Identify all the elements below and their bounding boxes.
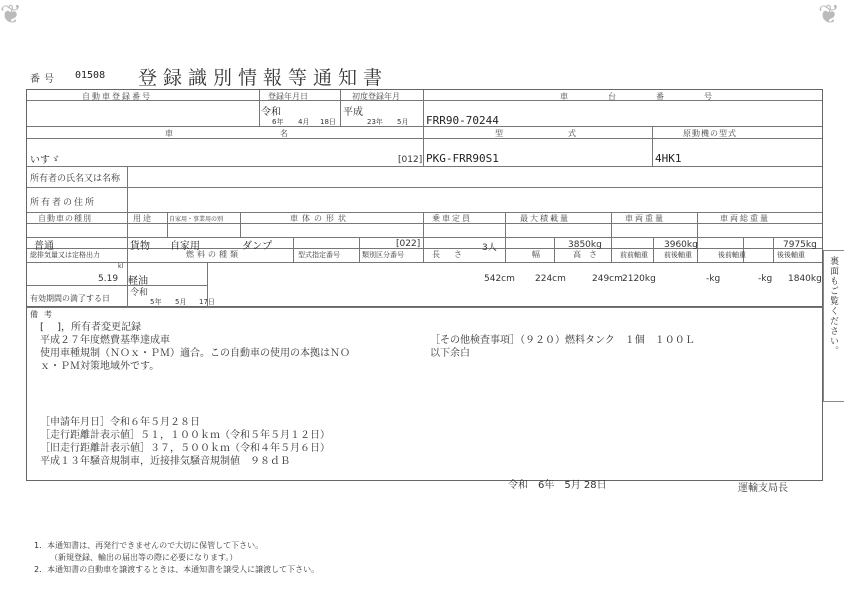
remark-right-1: ［その他検査事項］（９２０）燃料タンク １個 １００Ｌ	[430, 335, 695, 346]
remark-left-3: 使用車種規制（ＮＯｘ・ＰＭ）適合。この自動車の使用の本拠はＮＯ	[40, 348, 350, 359]
vehicle-body-code: [022]	[396, 239, 421, 249]
page-title: 登録識別情報等通知書	[138, 67, 389, 89]
label-use: 用途	[133, 214, 153, 223]
axle-rr: 1840kg	[788, 274, 822, 284]
expiry-year: 5年	[150, 298, 162, 306]
label-width: 幅	[532, 250, 542, 259]
first-reg-year: 23年	[367, 118, 383, 126]
label-owner-name: 所有者の氏名又は名称	[30, 174, 121, 184]
vehicle-capacity: 3人	[482, 243, 497, 253]
model-code: PKG-FRR90S1	[426, 152, 499, 165]
label-model: 型	[495, 129, 505, 138]
remark-bottom-2: ［走行距離計表示値］５１，１００ｋｍ（令和５年５月１２日）	[40, 430, 330, 441]
reg-day: 18日	[320, 118, 336, 126]
reg-year: 6年	[272, 118, 284, 126]
axle-ff: 2120kg	[622, 274, 656, 284]
reg-era: 令和	[261, 107, 281, 118]
remark-bottom-3: ［旧走行距離計表示値］３７，５００ｋｍ（令和４年５月６日）	[40, 443, 330, 454]
label-expiry: 有効期間の満了する日	[30, 294, 110, 303]
vehicle-body: ダンプ	[242, 241, 273, 252]
label-fr-axle: 前後軸重	[664, 251, 692, 259]
corner-ornament-top-left: ❦	[0, 0, 22, 30]
vehicle-height: 249cm	[592, 274, 623, 284]
reg-month: 4月	[298, 118, 310, 126]
remark-left-2: 平成２７年度燃費基準達成車	[40, 335, 170, 346]
label-ff-axle: 前前軸重	[620, 251, 648, 259]
engine-type: 4HK1	[655, 152, 682, 165]
footer-note-1: 1．本通知書は、再発行できませんので大切に保管して下さい。	[34, 541, 264, 550]
vehicle-width: 224cm	[535, 274, 566, 284]
label-vehicle-name2: 名	[280, 129, 290, 138]
fuel-type: 軽油	[128, 276, 148, 287]
label-first-reg: 初度登録年月	[352, 92, 400, 101]
label-weight: 車両重量	[625, 214, 665, 223]
label-gross: 車両総重量	[720, 214, 770, 223]
axle-rf: -kg	[758, 274, 773, 284]
axle-fr: -kg	[706, 274, 721, 284]
vehicle-use: 貨物	[130, 241, 150, 252]
label-rf-axle: 後前軸重	[718, 251, 746, 259]
doc-number: 01508	[75, 70, 106, 81]
doc-number-label: 番号	[30, 74, 58, 85]
label-vehicle-name: 車	[165, 129, 175, 138]
label-capacity: 乗車定員	[432, 214, 472, 223]
label-reg-date: 登録年月日	[268, 92, 308, 101]
displacement-value: 5.19	[98, 274, 119, 284]
label-fuel: 燃料の種類	[186, 250, 241, 259]
chassis-number: FRR90-70244	[426, 114, 499, 127]
label-max-load: 最大積載量	[520, 214, 570, 223]
vehicle-type: 普通	[34, 241, 54, 252]
expiry-era: 令和	[130, 288, 149, 298]
vehicle-max-load: 3850kg	[568, 240, 602, 250]
label-type-no: 型式指定番号	[298, 251, 340, 259]
footer-note-2: （新規登録、輸出の届出等の際に必要になります。）	[50, 553, 238, 562]
model-code-prefix: [012]	[398, 155, 423, 165]
label-private: 自家用・事業用の別	[169, 216, 224, 223]
label-reg-number: 自動車登録番号	[82, 92, 152, 101]
label-displacement: 総排気量又は定格出力	[30, 251, 100, 259]
first-reg-era: 平成	[343, 107, 363, 118]
footer-note-3: 2．本通知書の自動車を譲渡するときは、本通知書を譲受人に譲渡して下さい。	[34, 565, 320, 574]
vehicle-maker: いすゞ	[30, 155, 60, 166]
label-rr-axle: 後後軸重	[777, 251, 805, 259]
side-note: 裏面もご覧ください。	[828, 256, 838, 356]
label-length: 長さ	[432, 250, 476, 259]
remark-bottom-1: ［申請年月日］令和６年５月２８日	[40, 417, 200, 428]
expiry-day: 17日	[199, 298, 215, 306]
label-engine: 原動機の型式	[683, 129, 737, 138]
vehicle-private: 自家用	[170, 241, 200, 252]
remark-left-4: ｘ・ＰＭ対策地域外です。	[40, 361, 160, 372]
vehicle-gross: 7975kg	[783, 240, 817, 250]
label-class-no: 類別区分番号	[362, 251, 404, 259]
label-body: 車体の形状	[290, 214, 350, 223]
displacement-unit: kl	[118, 263, 124, 270]
first-reg-month: 5月	[397, 118, 409, 126]
remark-right-2: 以下余白	[430, 348, 470, 359]
label-owner-address: 所有者の住所	[30, 198, 97, 208]
remark-bottom-4: 平成１３年騒音規制車，近接排気騒音規制値 ９８ｄＢ	[40, 456, 290, 467]
corner-ornament-top-right: ❦	[818, 0, 840, 30]
vehicle-length: 542cm	[484, 274, 515, 284]
expiry-month: 5月	[175, 298, 187, 306]
label-model2: 式	[568, 129, 578, 138]
issuing-office: 運輸支局長	[738, 483, 788, 494]
remark-left-1: [ ]，所有者変更記録	[40, 322, 141, 333]
label-chassis: 車台番号	[560, 92, 752, 101]
vehicle-weight: 3960kg	[664, 240, 698, 250]
label-height: 高さ	[573, 250, 605, 259]
issue-date: 令和 6年 5月 28日	[508, 480, 607, 491]
label-vehicle-type: 自動車の種別	[38, 214, 92, 223]
label-remarks: 備考	[30, 310, 58, 319]
